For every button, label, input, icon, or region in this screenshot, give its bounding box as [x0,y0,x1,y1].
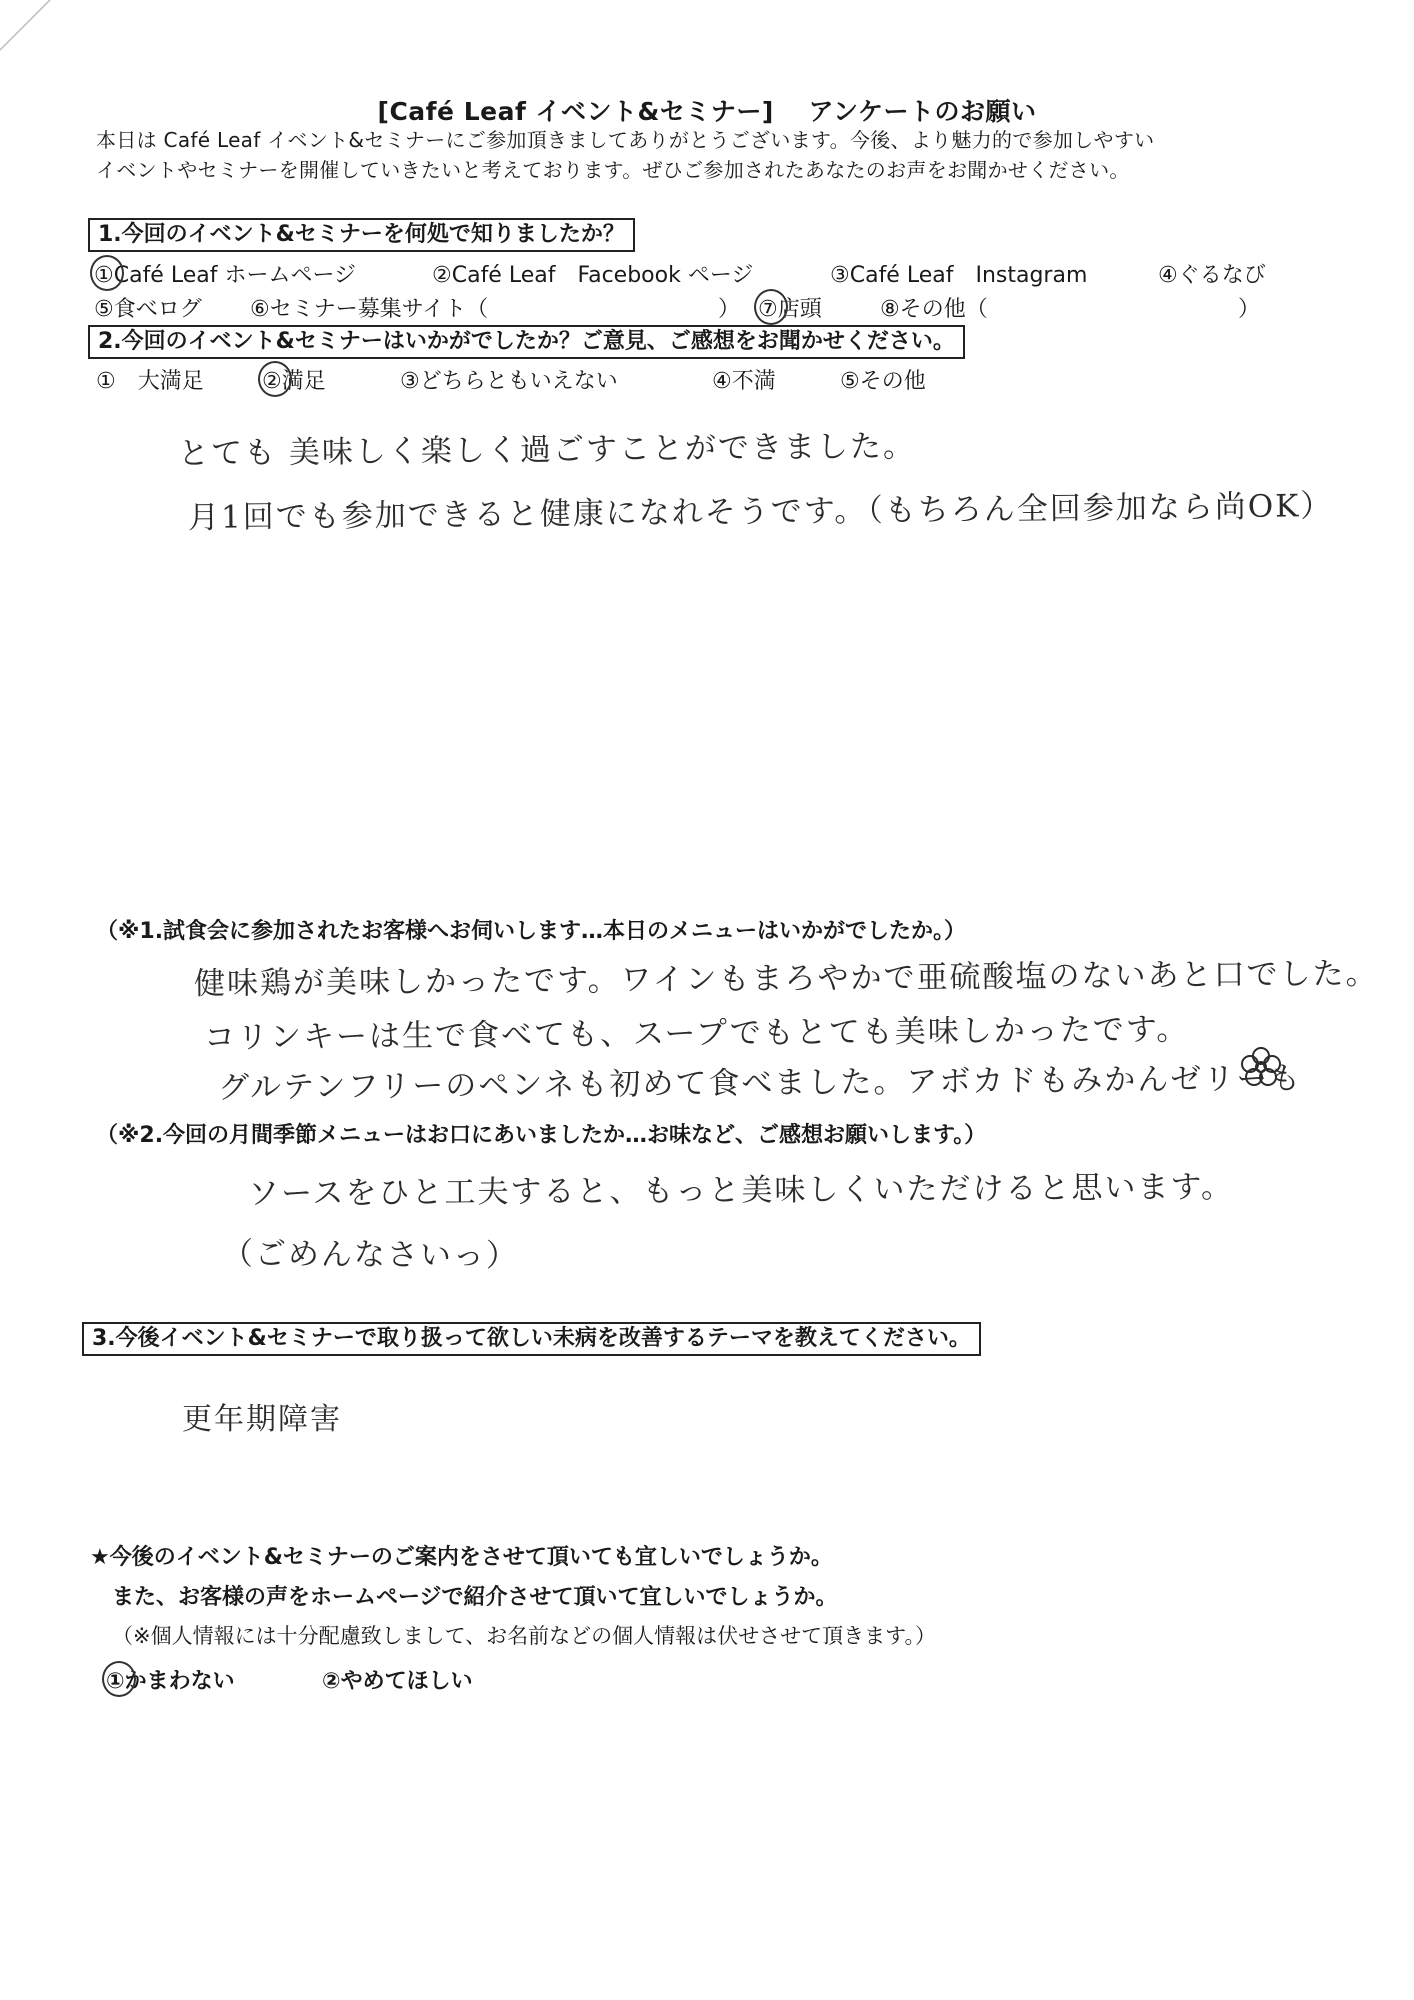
selected-circle-mark [102,1661,136,1697]
sub2-answer-line-2: （ごめんなさいっ） [221,1236,520,1275]
consent-note: （※個人情報には十分配慮致しまして、お名前などの個人情報は伏せさせて頂きます。） [112,1624,936,1648]
sub2-answer-line-1: ソースをひと工夫すると、もっと美味しくいただけると思います。 [247,1169,1235,1212]
selected-circle-mark [754,289,788,325]
folded-corner-mark [0,0,60,60]
q2-answer-line-1: とても 美味しく楽しく過ごすことができました。 [177,428,917,472]
q1-option-seminar-site-close: ） [718,297,741,322]
q1-option-instagram[interactable]: ③Café Leaf Instagram [830,263,1088,288]
survey-title: [Café Leaf イベント&セミナー] アンケートのお願い [377,97,1037,126]
q1-option-other-close: ） [1238,297,1261,322]
sub1-answer-line-3: グルテンフリーのペンネも初めて食べました。アボカドもみかんゼリーも [217,1060,1303,1106]
q2-answer-line-2: 月1回でも参加できると健康になれそうです。（もちろん全回参加なら尚OK） [187,488,1334,536]
consent-option-ok[interactable]: ①かまわない [106,1669,235,1694]
flower-doodle-icon [1238,1044,1284,1090]
selected-circle-mark [90,255,124,291]
sub1-answer-line-2: コリンキーは生で食べても、スープでもとても美味しかったです。 [203,1011,1190,1056]
intro-line-2: イベントやセミナーを開催していきたいと考えております。ぜひご参加されたあなたのお声をお聞かせください。 [96,158,1130,182]
consent-line-2: また、お客様の声をホームページで紹介させて頂いて宜しいでしょうか。 [112,1585,838,1610]
q2-option-satisfied[interactable]: ②満足 [262,369,326,394]
consent-option-decline[interactable]: ②やめてほしい [322,1669,473,1694]
sub1-answer-line-1: 健味鶏が美味しかったです。ワインもまろやかで亜硫酸塩のないあと口でした。 [193,955,1379,1002]
q1-option-gurunavi[interactable]: ④ぐるなび [1158,263,1266,288]
intro-line-1: 本日は Café Leaf イベント&セミナーにご参加頂きましてありがとうございます。今後、より魅力的で参加しやすい [96,128,1155,152]
q2-heading: 2.今回のイベント&セミナーはいかがでしたか？ご意見、ご感想をお聞かせください。 [88,325,965,359]
q3-heading: 3.今後イベント&セミナーで取り扱って欲しい未病を改善するテーマを教えてください。 [82,1322,981,1356]
q1-option-homepage[interactable]: ①Café Leaf ホームページ [94,263,357,288]
q2-option-dissatisfied[interactable]: ④不満 [712,369,776,394]
q1-option-tabelog[interactable]: ⑤食べログ [94,297,202,322]
q1-option-seminar-site[interactable]: ⑥セミナー募集サイト（ [250,297,489,322]
q1-option-storefront[interactable]: ⑦店頭 [758,297,822,322]
q2-option-neutral[interactable]: ③どちらともいえない [400,369,618,394]
q2-option-other[interactable]: ⑤その他 [840,369,926,394]
q1-option-other[interactable]: ⑧その他（ [880,297,988,322]
q1-heading: 1.今回のイベント&セミナーを何処で知りましたか？ [88,218,635,252]
q2-option-very-satisfied[interactable]: ① 大満足 [96,369,204,394]
sub2-heading: （※2.今回の月間季節メニューはお口にあいましたか…お味など、ご感想お願いします。） [96,1123,987,1148]
selected-circle-mark [258,361,292,397]
consent-line-1: ★今後のイベント&セミナーのご案内をさせて頂いても宜しいでしょうか。 [90,1545,833,1570]
q3-answer: 更年期障害 [182,1402,342,1437]
q1-option-facebook[interactable]: ②Café Leaf Facebook ページ [432,263,754,288]
sub1-heading: （※1.試食会に参加されたお客様へお伺いします…本日のメニューはいかがでしたか。） [96,919,967,944]
